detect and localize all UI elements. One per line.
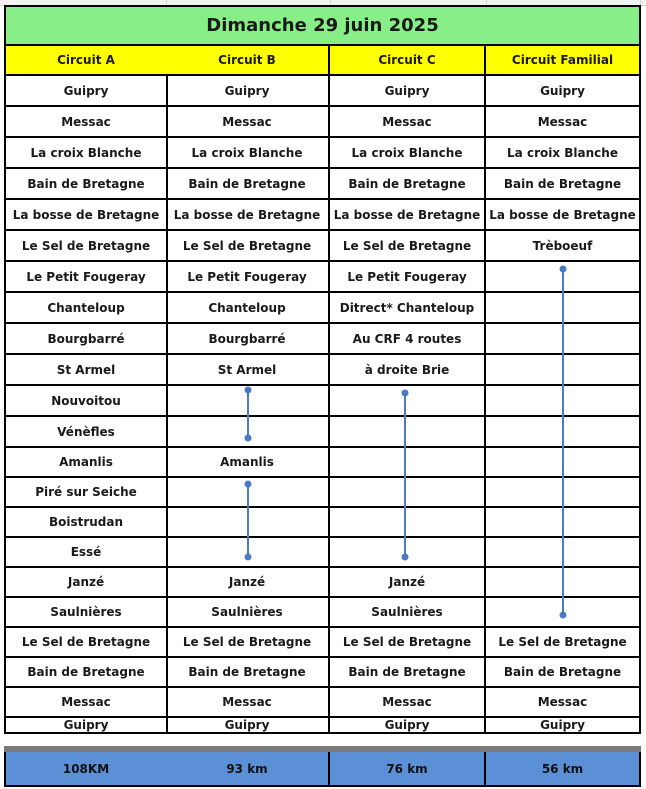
route-cell: Messac (166, 688, 330, 718)
route-cell: Bain de Bretagne (166, 169, 330, 200)
header-circuit-c: Circuit C (330, 46, 486, 76)
route-cell: Essé (4, 538, 168, 568)
route-cell: Guipry (330, 76, 486, 107)
route-cell: La bosse de Bretagne (4, 200, 168, 231)
route-cell: Messac (330, 107, 486, 138)
route-cell: Messac (4, 107, 168, 138)
route-cell: Janzé (330, 568, 486, 598)
route-cell: Messac (486, 107, 641, 138)
route-cell: à droite Brie (330, 355, 486, 386)
route-cell (166, 508, 330, 538)
route-cell: Bain de Bretagne (486, 169, 641, 200)
route-cell: Messac (4, 688, 168, 718)
total-distance: 76 km (330, 752, 486, 787)
route-cell: La croix Blanche (486, 138, 641, 169)
route-cell: Bain de Bretagne (166, 658, 330, 688)
route-cell: Trèboeuf (486, 231, 641, 262)
route-cell: Nouvoitou (4, 386, 168, 417)
footer-separator (4, 746, 641, 752)
route-cell: Bain de Bretagne (486, 658, 641, 688)
route-cell: Le Sel de Bretagne (4, 628, 168, 658)
route-cell (486, 448, 641, 478)
route-cell: Vénèfles (4, 417, 168, 448)
route-cell: Chanteloup (166, 293, 330, 324)
route-cell: Bain de Bretagne (4, 658, 168, 688)
route-cell: Bain de Bretagne (330, 169, 486, 200)
route-cell (486, 386, 641, 417)
header-circuit-b: Circuit B (166, 46, 330, 76)
route-cell (330, 538, 486, 568)
route-cell: La croix Blanche (166, 138, 330, 169)
route-cell: Le Sel de Bretagne (330, 231, 486, 262)
route-cell (486, 262, 641, 293)
route-cell: Le Petit Fougeray (330, 262, 486, 293)
route-cell: Messac (330, 688, 486, 718)
route-cell (330, 417, 486, 448)
route-cell (166, 386, 330, 417)
route-cell (330, 478, 486, 508)
route-cell: Messac (166, 107, 330, 138)
route-cell: Bourgbarré (166, 324, 330, 355)
route-cell: Guipry (166, 76, 330, 107)
route-cell (486, 293, 641, 324)
route-cell (486, 417, 641, 448)
route-cell: Chanteloup (4, 293, 168, 324)
route-cell (486, 538, 641, 568)
route-cell: La bosse de Bretagne (166, 200, 330, 231)
route-cell: Guipry (486, 718, 641, 734)
route-cell (330, 386, 486, 417)
route-cell: Piré sur Seiche (4, 478, 168, 508)
route-cell: Amanlis (166, 448, 330, 478)
route-cell (166, 538, 330, 568)
route-cell: St Armel (166, 355, 330, 386)
route-cell (486, 598, 641, 628)
route-cell (486, 478, 641, 508)
page-title: Dimanche 29 juin 2025 (4, 5, 641, 46)
total-distance: 56 km (486, 752, 641, 787)
route-cell: Guipry (4, 76, 168, 107)
route-cell (486, 324, 641, 355)
route-cell: Bourgbarré (4, 324, 168, 355)
route-cell: La bosse de Bretagne (486, 200, 641, 231)
header-circuit-familial: Circuit Familial (486, 46, 641, 76)
route-cell: Saulnières (166, 598, 330, 628)
route-cell: Le Sel de Bretagne (330, 628, 486, 658)
route-cell: Janzé (166, 568, 330, 598)
route-cell: Le Sel de Bretagne (166, 231, 330, 262)
route-cell: Saulnières (4, 598, 168, 628)
route-cell (166, 417, 330, 448)
route-cell: Janzé (4, 568, 168, 598)
route-cell (486, 355, 641, 386)
route-cell: Le Sel de Bretagne (4, 231, 168, 262)
route-cell (486, 508, 641, 538)
route-cell: Guipry (330, 718, 486, 734)
route-cell: Guipry (4, 718, 168, 734)
route-cell: Bain de Bretagne (330, 658, 486, 688)
route-cell: Messac (486, 688, 641, 718)
route-cell: Le Petit Fougeray (4, 262, 168, 293)
route-cell: Le Petit Fougeray (166, 262, 330, 293)
route-cell: Saulnières (330, 598, 486, 628)
route-cell: Boistrudan (4, 508, 168, 538)
route-cell: Bain de Bretagne (4, 169, 168, 200)
route-cell: La bosse de Bretagne (330, 200, 486, 231)
route-cell (166, 478, 330, 508)
route-cell (330, 508, 486, 538)
route-cell (486, 568, 641, 598)
route-cell: Ditrect* Chanteloup (330, 293, 486, 324)
route-cell: Guipry (486, 76, 641, 107)
route-cell: Guipry (166, 718, 330, 734)
total-distance: 93 km (166, 752, 330, 787)
route-cell: Le Sel de Bretagne (486, 628, 641, 658)
route-cell: St Armel (4, 355, 168, 386)
route-cell: Amanlis (4, 448, 168, 478)
route-cell: La croix Blanche (330, 138, 486, 169)
route-cell (330, 448, 486, 478)
route-cell: Au CRF 4 routes (330, 324, 486, 355)
header-circuit-a: Circuit A (4, 46, 168, 76)
route-cell: La croix Blanche (4, 138, 168, 169)
total-distance: 108KM (4, 752, 168, 787)
route-cell: Le Sel de Bretagne (166, 628, 330, 658)
